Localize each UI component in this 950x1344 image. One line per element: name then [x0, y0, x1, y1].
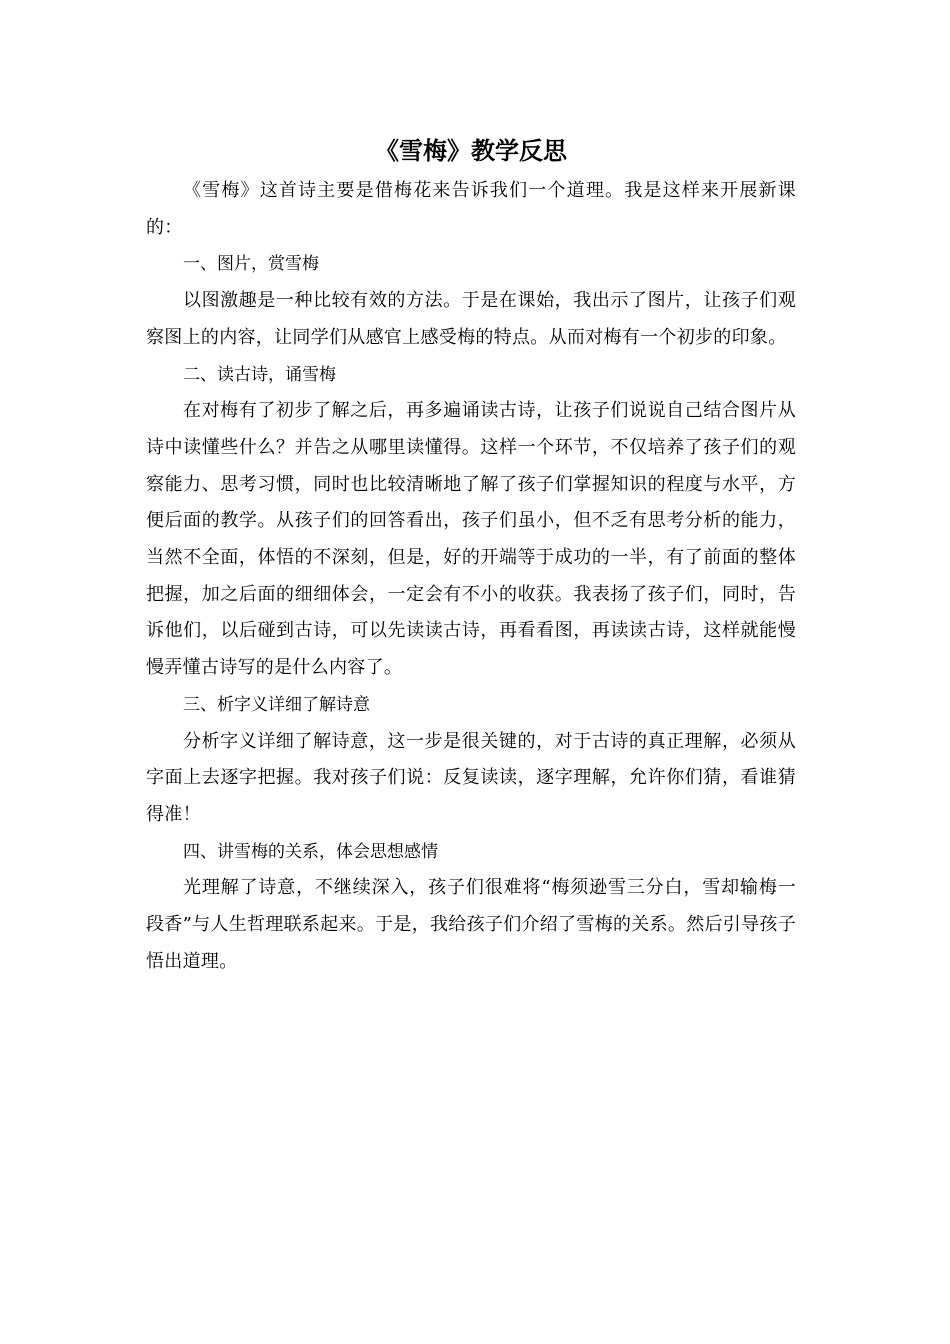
section-1-heading: 一、图片，赏雪梅	[183, 254, 319, 275]
section-2-heading: 二、读古诗，诵雪梅	[183, 364, 336, 385]
intro-paragraph: 《雪梅》这首诗主要是借梅花来告诉我们一个道理。我是这样来开展新课的：	[146, 180, 796, 238]
section-4-heading: 四、讲雪梅的关系，体会思想感情	[183, 841, 438, 862]
section-2-body: 在对梅有了初步了解之后，再多遍诵读古诗，让孩子们说说自己结合图片从诗中读懂些什么？并告之从哪里读懂得。这样一个环节，不仅培养了孩子们的观察能力、思考习惯，同时也比较清晰地了解了孩子们掌握知识的程度与水平，方便后面的教学。从孩子们的回答看出，孩子们虽小，但不乏有思考分析的能力，当然不全面，体悟的不深刻，但是，好的开端等于成功的一半，有了前面的整体把握，加之后面的细细体会，一定会有不小的收获。我表扬了孩子们，同时，告诉他们，以后碰到古诗，可以先读读古诗，再看看图，再读读古诗，这样就能慢慢弄懂古诗写的是什么内容了。	[146, 400, 796, 679]
document-content	[146, 133, 796, 980]
section-3-heading: 三、析字义详细了解诗意	[183, 694, 370, 715]
section-3-body: 分析字义详细了解诗意，这一步是很关键的，对于古诗的真正理解，必须从字面上去逐字把握。我对孩子们说：反复读读，逐字理解，允许你们猜，看谁猜得准！	[146, 730, 796, 825]
document-title: 《雪梅》教学反思	[375, 136, 567, 165]
section-1-body: 以图激趣是一种比较有效的方法。于是在课始，我出示了图片，让孩子们观察图上的内容，让同学们从感官上感受梅的特点。从而对梅有一个初步的印象。	[146, 290, 796, 348]
section-4-body: 光理解了诗意，不继续深入，孩子们很难将“梅须逊雪三分白，雪却输梅一段香”与人生哲理联系起来。于是，我给孩子们介绍了雪梅的关系。然后引导孩子悟出道理。	[146, 877, 796, 972]
